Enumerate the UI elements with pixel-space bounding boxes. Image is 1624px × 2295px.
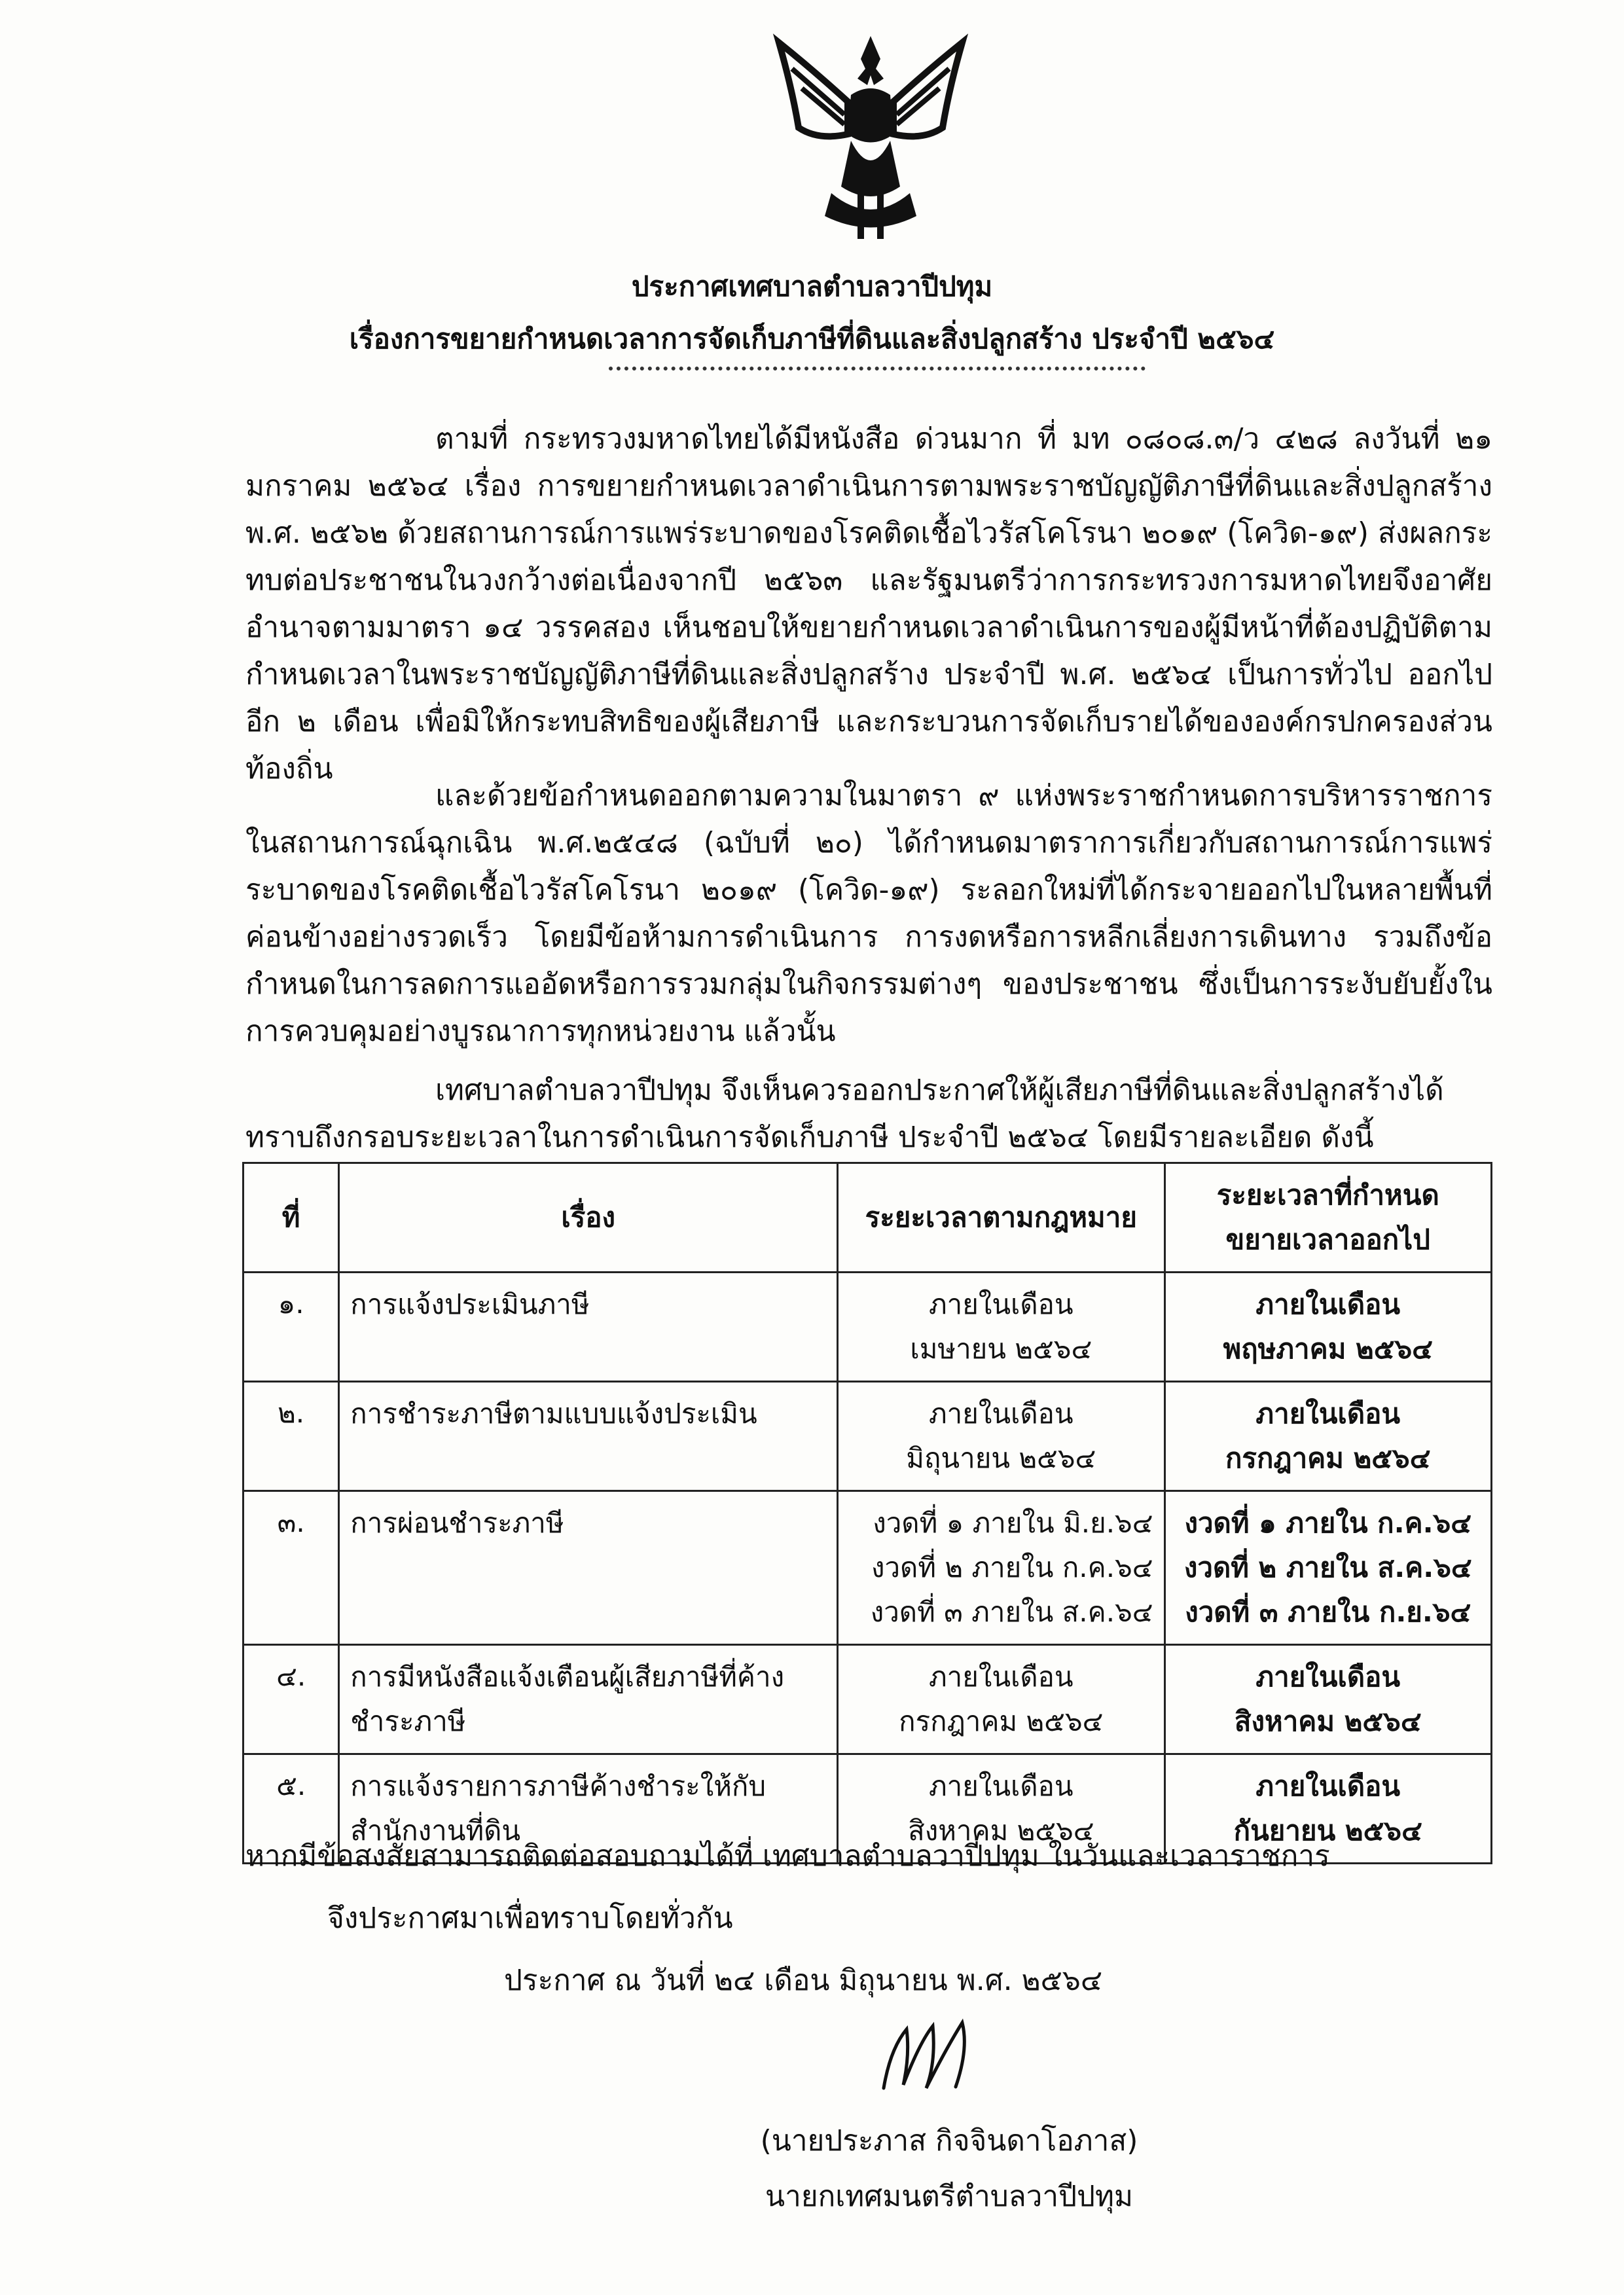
row-legal-line: งวดที่ ๑ ภายใน มิ.ย.๖๔	[873, 1507, 1153, 1539]
row-legal-line: งวดที่ ๓ ภายใน ส.ค.๖๔	[870, 1596, 1153, 1628]
row-legal-line: ภายในเดือน	[928, 1661, 1074, 1693]
row-legal-line: กรกฎาคม ๒๕๖๔	[899, 1705, 1104, 1737]
row-topic	[339, 1645, 838, 1754]
table-header-row	[244, 1163, 1492, 1273]
row-no: ๒.	[244, 1382, 339, 1491]
table-row	[244, 1645, 1492, 1754]
row-ext-line: สิงหาคม ๒๕๖๔	[1234, 1705, 1422, 1737]
header-legal-period: ระยะเวลาตามกฎหมาย	[838, 1163, 1164, 1273]
row-legal	[838, 1382, 1164, 1491]
paragraph-3: เทศบาลตำบลวาปีปทุม จึงเห็นควรออกประกาศให้ผู้เสียภาษีที่ดินและสิ่งปลูกสร้างได้ทราบถึงกรอบระยะเวลาในการดำเนินการจัดเก็บภาษี ประจำปี ๒๕๖๔ โดยมีรายละเอียด ดังนี้	[245, 1074, 1444, 1154]
row-topic	[339, 1491, 838, 1645]
header-topic: เรื่อง	[339, 1163, 838, 1273]
row-no: ๔.	[244, 1645, 339, 1754]
row-ext-line: ภายในเดือน	[1255, 1770, 1401, 1802]
row-ext-line: ภายในเดือน	[1255, 1398, 1401, 1430]
row-ext-line: งวดที่ ๒ ภายใน ส.ค.๖๔	[1183, 1551, 1472, 1583]
row-topic-line: ชำระภาษี	[350, 1705, 466, 1737]
row-topic-line: การผ่อนชำระภาษี	[350, 1507, 564, 1539]
row-ext-line: พฤษภาคม ๒๕๖๔	[1223, 1333, 1433, 1365]
signer-position: นายกเทศมนตรีตำบลวาปีปทุม	[765, 2180, 1133, 2213]
signature-icon	[871, 2010, 988, 2101]
announcement-subject: เรื่องการขยายกำหนดเวลาการจัดเก็บภาษีที่ดินและสิ่งปลูกสร้าง ประจำปี ๒๕๖๔	[349, 323, 1275, 355]
dotted-divider	[609, 367, 1146, 370]
row-legal-line: เมษายน ๒๕๖๔	[910, 1333, 1092, 1365]
header-no: ที่	[244, 1163, 339, 1273]
row-ext-line: ภายในเดือน	[1255, 1661, 1401, 1693]
row-ext	[1164, 1273, 1491, 1382]
date-line: ประกาศ ณ วันที่ ๒๔ เดือน มิถุนายน พ.ศ. ๒๕๖๔	[504, 1964, 1103, 1997]
row-ext-line: งวดที่ ๓ ภายใน ก.ย.๖๔	[1185, 1596, 1471, 1628]
table-row	[244, 1382, 1492, 1491]
row-legal-line: สิงหาคม ๒๕๖๔	[908, 1815, 1094, 1847]
row-topic	[339, 1382, 838, 1491]
contact-note: หากมีข้อสงสัยสามารถติดต่อสอบถามได้ที่ เทศบาลตำบลวาปีปทุม ในวันและเวลาราชการ	[245, 1839, 1330, 1873]
paragraph-2: และด้วยข้อกำหนดออกตามความในมาตรา ๙ แห่งพระราชกำหนดการบริหารราชการในสถานการณ์ฉุกเฉิน พ.ศ.๒๕๔๘ (ฉบับที่ ๒๐) ได้กำหนดมาตราการเกี่ยวกับสถานการณ์การแพร่ระบาดของโรคติดเชื้อไวรัสโคโรนา ๒๐๑๙ (โควิด-๑๙) ระลอกใหม่ที่ได้กระจายออกไปในหลายพื้นที่ค่อนข้างอย่างรวดเร็ว โดยมีข้อห้ามการดำเนินการ การงดหรือการหลีกเลี่ยงการเดินทาง รวมถึงข้อกำหนดในการลดการแออัดหรือการรวมกลุ่มในกิจกรรมต่างๆ ของประชาชน ซึ่งเป็นการระงับยับยั้งในการควบคุมอย่างบูรณาการทุกหน่วยงาน แล้วนั้น	[245, 779, 1492, 1048]
row-topic-line: สำนักงานที่ดิน	[350, 1815, 521, 1847]
row-legal-line: ภายในเดือน	[928, 1770, 1074, 1802]
table-row	[244, 1273, 1492, 1382]
row-topic-line: การมีหนังสือแจ้งเตือนผู้เสียภาษีที่ค้าง	[350, 1661, 785, 1693]
announcement-title: ประกาศเทศบาลตำบลวาปีปทุม	[631, 270, 993, 302]
signer-name: (นายประภาส กิจจินดาโอภาส)	[760, 2124, 1138, 2158]
row-ext-line: ภายในเดือน	[1255, 1288, 1401, 1320]
row-legal-line: ภายในเดือน	[928, 1288, 1074, 1320]
row-ext-line: กันยายน ๒๕๖๔	[1233, 1815, 1422, 1847]
row-topic-line: การแจ้งรายการภาษีค้างชำระให้กับ	[350, 1770, 767, 1802]
paragraph-1: ตามที่ กระทรวงมหาดไทยได้มีหนังสือ ด่วนมาก ที่ มท ๐๘๐๘.๓/ว ๔๒๘ ลงวันที่ ๒๑ มกราคม ๒๕๖๔ เรื่อง การขยายกำหนดเวลาดำเนินการตามพระราชบัญญัติภาษีที่ดินและสิ่งปลูกสร้าง พ.ศ. ๒๕๖๒ ด้วยสถานการณ์การแพร่ระบาดของโรคติดเชื้อไวรัสโคโรนา ๒๐๑๙ (โควิด-๑๙) ส่งผลกระทบต่อประชาชนในวงกว้างต่อเนื่องจากปี ๒๕๖๓ และรัฐมนตรีว่าการกระทรวงการมหาดไทยจึงอาศัยอำนาจตามมาตรา ๑๔ วรรคสอง เห็นชอบให้ขยายกำหนดเวลาดำเนินการของผู้มีหน้าที่ต้องปฏิบัติตามกำหนดเวลาในพระราชบัญญัติภาษีที่ดินและสิ่งปลูกสร้าง ประจำปี พ.ศ. ๒๕๖๔ เป็นการทั่วไป ออกไปอีก ๒ เดือน เพื่อมิให้กระทบสิทธิของผู้เสียภาษี และกระบวนการจัดเก็บรายได้ขององค์กรปกครองส่วนท้องถิ่น	[245, 422, 1492, 786]
row-topic-line: การแจ้งประเมินภาษี	[350, 1288, 590, 1320]
row-ext-line: งวดที่ ๑ ภายใน ก.ค.๖๔	[1184, 1507, 1472, 1539]
row-ext	[1164, 1382, 1491, 1491]
table-row	[244, 1491, 1492, 1645]
header-extended-period	[1164, 1163, 1491, 1273]
header-ext-line2: ขยายเวลาออกไป	[1225, 1223, 1430, 1256]
row-topic	[339, 1273, 838, 1382]
row-ext-line: กรกฎาคม ๒๕๖๔	[1225, 1442, 1431, 1474]
row-legal	[838, 1645, 1164, 1754]
schedule-table	[242, 1162, 1492, 1864]
row-legal	[838, 1273, 1164, 1382]
row-no: ๑.	[244, 1273, 339, 1382]
header-ext-line1: ระยะเวลาที่กำหนด	[1216, 1179, 1439, 1211]
row-topic-line: การชำระภาษีตามแบบแจ้งประเมิน	[350, 1398, 757, 1430]
row-legal-line: งวดที่ ๒ ภายใน ก.ค.๖๔	[871, 1551, 1153, 1583]
row-legal-line: มิถุนายน ๒๕๖๔	[906, 1442, 1096, 1474]
announce-line: จึงประกาศมาเพื่อทราบโดยทั่วกัน	[327, 1902, 733, 1935]
row-no: ๓.	[244, 1491, 339, 1645]
row-no: ๕.	[244, 1754, 339, 1864]
row-ext	[1164, 1491, 1491, 1645]
row-legal-line: ภายในเดือน	[928, 1398, 1074, 1430]
row-ext	[1164, 1645, 1491, 1754]
garuda-emblem-icon	[753, 29, 988, 245]
row-legal	[838, 1491, 1164, 1645]
